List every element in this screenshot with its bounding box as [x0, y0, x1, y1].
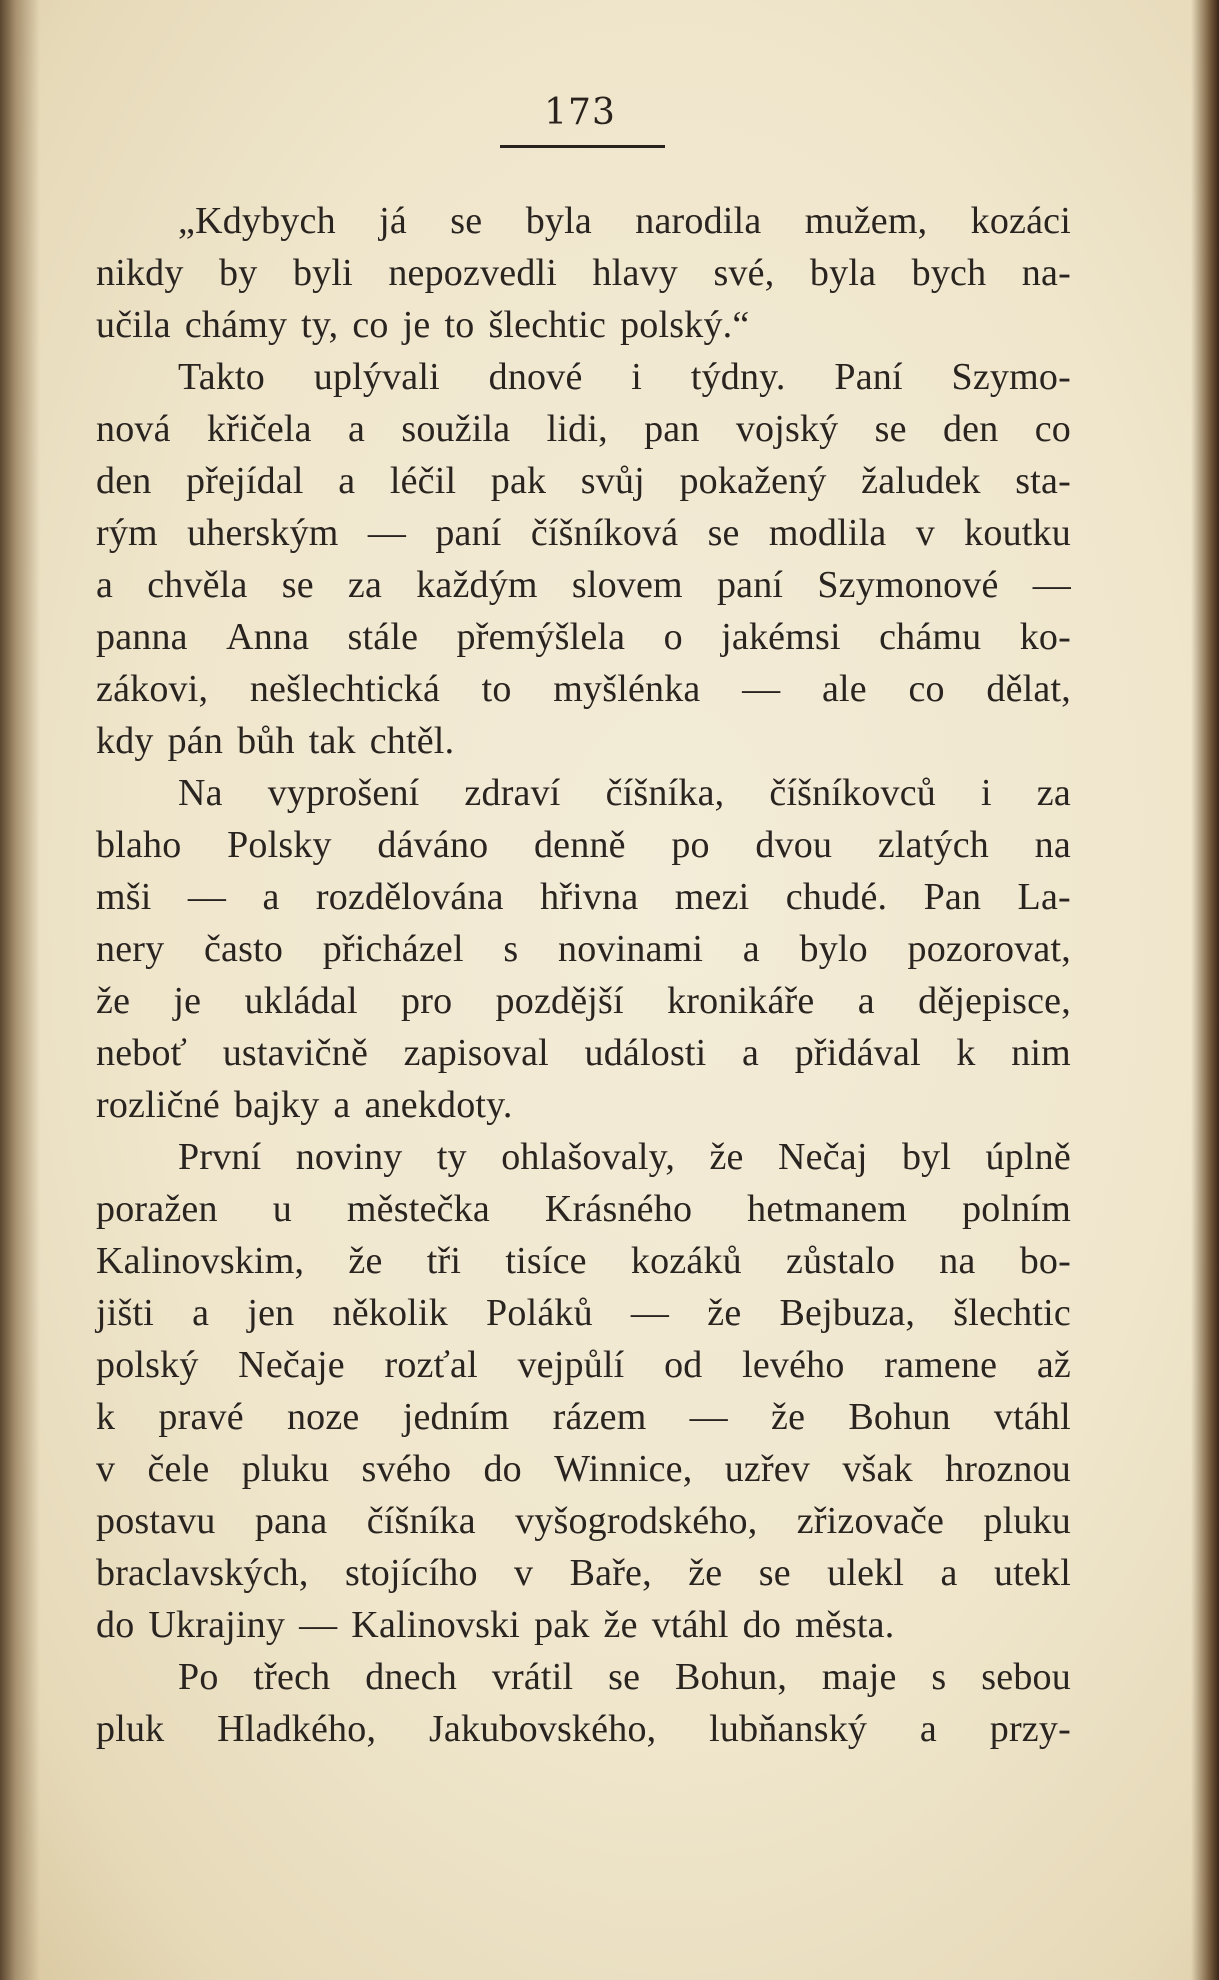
word: den [942, 408, 999, 450]
word: Bohun [848, 1396, 951, 1438]
word: na [1034, 824, 1071, 866]
word: paní [716, 564, 784, 606]
word: číšníková [530, 512, 679, 554]
word: zlatých [877, 824, 989, 866]
word: přemýšlela [456, 616, 626, 658]
word: chvěla [147, 564, 248, 606]
page-edge-shadow [1191, 0, 1219, 1980]
word: kozáci [970, 200, 1071, 242]
text-line [96, 1599, 1071, 1651]
word: k [96, 1396, 116, 1438]
text-line [96, 767, 1071, 819]
word: Bohun, [675, 1656, 788, 1698]
word: co [352, 304, 389, 346]
page-number-rule [500, 145, 665, 148]
word: Po [178, 1656, 219, 1698]
word: ukládal [244, 980, 358, 1022]
word: koutku [964, 512, 1071, 554]
word: den [96, 460, 152, 502]
word: blaho [96, 824, 182, 866]
text-line [96, 1339, 1071, 1391]
word: rázem [552, 1396, 647, 1438]
word: ty [436, 1136, 467, 1178]
word: číšníka [366, 1500, 476, 1542]
word: jakémsi [721, 616, 841, 658]
word: vojský [735, 408, 839, 450]
word: — [299, 1604, 338, 1646]
word: chámu [879, 616, 982, 658]
word: se [608, 1656, 641, 1698]
word: Paní [834, 356, 903, 398]
word: Jakubovského, [428, 1708, 657, 1750]
word: pluku [983, 1500, 1071, 1542]
word: soužila [401, 408, 511, 450]
word: dělat, [986, 668, 1071, 710]
word: Bejbuza, [779, 1292, 916, 1334]
word: přicházel [322, 928, 464, 970]
word: uherským [187, 512, 339, 554]
word: slovem [571, 564, 683, 606]
word: tak [308, 720, 356, 762]
word: pan [644, 408, 700, 450]
word: ustavičně [222, 1032, 369, 1074]
text-line [96, 1547, 1071, 1599]
word: že [707, 1292, 742, 1334]
word: hlavy [592, 252, 678, 294]
word: jen [247, 1292, 295, 1334]
word: pak [534, 1604, 590, 1646]
word: Szymo- [951, 356, 1071, 398]
word: v [514, 1552, 534, 1594]
word: postavu [96, 1500, 216, 1542]
word: myšlénka [553, 668, 701, 710]
word: od [664, 1344, 703, 1386]
word: — [1032, 564, 1071, 606]
word: utekl [993, 1552, 1071, 1594]
word: stojícího [344, 1552, 478, 1594]
word: křičela [206, 408, 312, 450]
text-line [96, 403, 1071, 455]
word: v [96, 1448, 116, 1490]
word: ramene [884, 1344, 998, 1386]
word: Krásného [544, 1188, 693, 1230]
word: rozdělována [315, 876, 504, 918]
word: kronikáře [667, 980, 815, 1022]
word: a [940, 1552, 958, 1594]
word: za [1036, 772, 1071, 814]
word: polský [96, 1344, 199, 1386]
text-line [96, 247, 1071, 299]
word: na [939, 1240, 976, 1282]
text-line [96, 663, 1071, 715]
word: Pan [923, 876, 982, 918]
word: že [96, 980, 131, 1022]
word: městečka [346, 1188, 490, 1230]
word: a [857, 980, 875, 1022]
word: do [742, 1604, 782, 1646]
word: pak [490, 460, 547, 502]
word: Polsky [227, 824, 332, 866]
text-line [96, 299, 1071, 351]
word: zdraví [464, 772, 561, 814]
word: své, [713, 252, 775, 294]
word: dějepisce, [918, 980, 1071, 1022]
word: nery [96, 928, 165, 970]
text-line [96, 923, 1071, 975]
text-line [96, 1079, 1071, 1131]
word: města. [795, 1604, 895, 1646]
word: a [338, 460, 356, 502]
word: nová [96, 408, 171, 450]
word: hřivna [540, 876, 639, 918]
word: nim [1011, 1032, 1071, 1074]
word: já [379, 200, 407, 242]
body-text [96, 195, 1071, 1755]
text-line [96, 351, 1071, 403]
word: Baře, [569, 1552, 652, 1594]
word: nikdy [96, 252, 184, 294]
word: hroznou [945, 1448, 1071, 1490]
text-line [96, 1027, 1071, 1079]
word: zákovi, [96, 668, 209, 710]
word: Hladkého, [217, 1708, 377, 1750]
word: k [956, 1032, 976, 1074]
word: tisíce [505, 1240, 587, 1282]
word: za [347, 564, 383, 606]
word: Anna [226, 616, 310, 658]
word: a [96, 564, 114, 606]
word: se [281, 564, 314, 606]
word: ko- [1019, 616, 1071, 658]
word: kozáků [630, 1240, 742, 1282]
word: narodila [635, 200, 762, 242]
word: úplně [985, 1136, 1071, 1178]
word: vyšogrodského, [515, 1500, 758, 1542]
word: že [348, 1240, 383, 1282]
word: Nečaje [238, 1344, 345, 1386]
word: dnech [365, 1656, 457, 1698]
word: Kalinovski [351, 1604, 521, 1646]
word: Takto [178, 356, 265, 398]
word: maje [821, 1656, 897, 1698]
word: zapisoval [403, 1032, 549, 1074]
word: lidi, [546, 408, 608, 450]
word: to [444, 304, 475, 346]
word: braclavských, [96, 1552, 309, 1594]
word: uzřev [724, 1448, 811, 1490]
word: týdny. [690, 356, 786, 398]
word: vtáhl [993, 1396, 1071, 1438]
word: vyprošení [267, 772, 420, 814]
word: Na [178, 772, 223, 814]
word: sta- [1015, 460, 1071, 502]
word: se [707, 512, 740, 554]
word: levého [742, 1344, 845, 1386]
word: modlila [768, 512, 887, 554]
word: u [272, 1188, 292, 1230]
word: La- [1017, 876, 1071, 918]
word: jišti [96, 1292, 155, 1334]
word: — [742, 668, 781, 710]
spine-shadow [0, 0, 40, 1980]
word: že [688, 1552, 723, 1594]
word: chudé. [785, 876, 888, 918]
word: do [96, 1604, 135, 1646]
word: paní [435, 512, 502, 554]
word: bajky [233, 1084, 320, 1126]
word: vtáhl [651, 1604, 729, 1646]
word: a [742, 928, 760, 970]
word: však [842, 1448, 913, 1490]
word: do [483, 1448, 522, 1490]
word: a [742, 1032, 760, 1074]
word: novinami [558, 928, 704, 970]
word: čele [147, 1448, 210, 1490]
text-line [96, 1443, 1071, 1495]
text-line [96, 1183, 1071, 1235]
word: pozorovat, [907, 928, 1071, 970]
word: chtěl. [369, 720, 455, 762]
word: se [450, 200, 483, 242]
word: a [262, 876, 280, 918]
word: mezi [674, 876, 750, 918]
word: Nečaj [777, 1136, 868, 1178]
word: že [709, 1136, 744, 1178]
word: — [689, 1396, 728, 1438]
word: že [771, 1396, 806, 1438]
word: panna [96, 616, 188, 658]
word: kdy [96, 720, 154, 762]
word: a [333, 1084, 351, 1126]
word: ale [821, 668, 867, 710]
word: žaludek [861, 460, 981, 502]
text-line [96, 611, 1071, 663]
text-line [96, 1495, 1071, 1547]
word: zůstalo [786, 1240, 896, 1282]
word: polním [962, 1188, 1071, 1230]
word: že [603, 1604, 638, 1646]
text-line [96, 1391, 1071, 1443]
word: až [1036, 1344, 1071, 1386]
text-line [96, 1703, 1071, 1755]
text-line [96, 455, 1071, 507]
page-number: 173 [544, 92, 616, 133]
word: anekdoty. [364, 1084, 513, 1126]
word: je [402, 304, 431, 346]
word: byla [525, 200, 592, 242]
word: pana [254, 1500, 328, 1542]
word: byli [292, 252, 353, 294]
word: bo- [1019, 1240, 1071, 1282]
text-line [96, 1131, 1071, 1183]
word: svůj [580, 460, 645, 502]
word: hetmanem [747, 1188, 908, 1230]
word: několik [332, 1292, 448, 1334]
word: dnové [488, 356, 583, 398]
word: dvou [755, 824, 833, 866]
text-line [96, 195, 1071, 247]
word: ulekl [827, 1552, 905, 1594]
word: — [187, 876, 227, 918]
word: a [347, 408, 366, 450]
word: události [584, 1032, 707, 1074]
word: pozdější [495, 980, 624, 1022]
word: bylo [799, 928, 868, 970]
word: pluku [241, 1448, 330, 1490]
word: nepozvedli [388, 252, 558, 294]
word: poražen [96, 1188, 218, 1230]
text-line [96, 975, 1071, 1027]
word: zřizovače [796, 1500, 945, 1542]
word: ohlašovaly, [501, 1136, 676, 1178]
text-line [96, 715, 1071, 767]
word: byl [901, 1136, 952, 1178]
word: Szymonové [817, 564, 999, 606]
word: rým [96, 512, 158, 554]
word: svého [361, 1448, 452, 1490]
word: bych [911, 252, 987, 294]
text-line [96, 819, 1071, 871]
word: vrátil [491, 1656, 574, 1698]
word: Winnice, [554, 1448, 693, 1490]
word: po [671, 824, 710, 866]
word: číšníka, [605, 772, 725, 814]
text-line [96, 1651, 1071, 1703]
word: Kalinovskim, [96, 1240, 305, 1282]
word: číšníkovců [769, 772, 936, 814]
word: nešlechtická [249, 668, 441, 710]
word: lubňanský [709, 1708, 868, 1750]
text-line [96, 1235, 1071, 1287]
word: přidával [794, 1032, 921, 1074]
word: polský.“ [620, 304, 750, 346]
word: — [630, 1292, 670, 1334]
word: pro [401, 980, 453, 1022]
word: byla [809, 252, 877, 294]
word: vejpůlí [517, 1344, 625, 1386]
text-line [96, 559, 1071, 611]
word: rozťal [384, 1344, 478, 1386]
word: neboť [96, 1032, 188, 1074]
word: noviny [295, 1136, 403, 1178]
word: dáváno [377, 824, 489, 866]
word: chámy [184, 304, 288, 346]
word: o [663, 616, 683, 658]
word: a [192, 1292, 210, 1334]
word: v [915, 512, 935, 554]
text-line [96, 1287, 1071, 1339]
word: jedním [402, 1396, 510, 1438]
word: — [367, 512, 407, 554]
word: Ukrajiny [148, 1604, 286, 1646]
word: pluk [96, 1708, 165, 1750]
word: mužem, [804, 200, 928, 242]
word: co [1034, 408, 1071, 450]
word: sebou [981, 1656, 1071, 1698]
word: přejídal [186, 460, 304, 502]
word: každým [416, 564, 538, 606]
word: s [503, 928, 519, 970]
word: by [219, 252, 258, 294]
word: šlechtic [488, 304, 607, 346]
word: pán [167, 720, 224, 762]
word: co [908, 668, 945, 710]
word: šlechtic [953, 1292, 1071, 1334]
word: učila [96, 304, 171, 346]
word: i [981, 772, 992, 814]
word: bůh [237, 720, 295, 762]
text-line [96, 507, 1071, 559]
word: se [874, 408, 907, 450]
word: to [481, 668, 512, 710]
word: na- [1021, 252, 1071, 294]
word: i [631, 356, 643, 398]
word: „Kdybych [178, 200, 336, 242]
word: stále [347, 616, 419, 658]
word: a [919, 1708, 937, 1750]
word: denně [533, 824, 626, 866]
word: se [758, 1552, 791, 1594]
word: pokažený [679, 460, 827, 502]
word: s [931, 1656, 947, 1698]
word: pravé [158, 1396, 244, 1438]
word: je [173, 980, 202, 1022]
word: často [203, 928, 284, 970]
word: tři [426, 1240, 462, 1282]
word: uplývali [313, 356, 440, 398]
word: třech [253, 1656, 331, 1698]
word: První [178, 1136, 262, 1178]
word: Poláků [486, 1292, 593, 1334]
text-line [96, 871, 1071, 923]
word: noze [286, 1396, 360, 1438]
word: rozličné [96, 1084, 220, 1126]
word: mši [96, 876, 152, 918]
word: ty, [301, 304, 339, 346]
word: léčil [389, 460, 457, 502]
word: przy- [989, 1708, 1071, 1750]
